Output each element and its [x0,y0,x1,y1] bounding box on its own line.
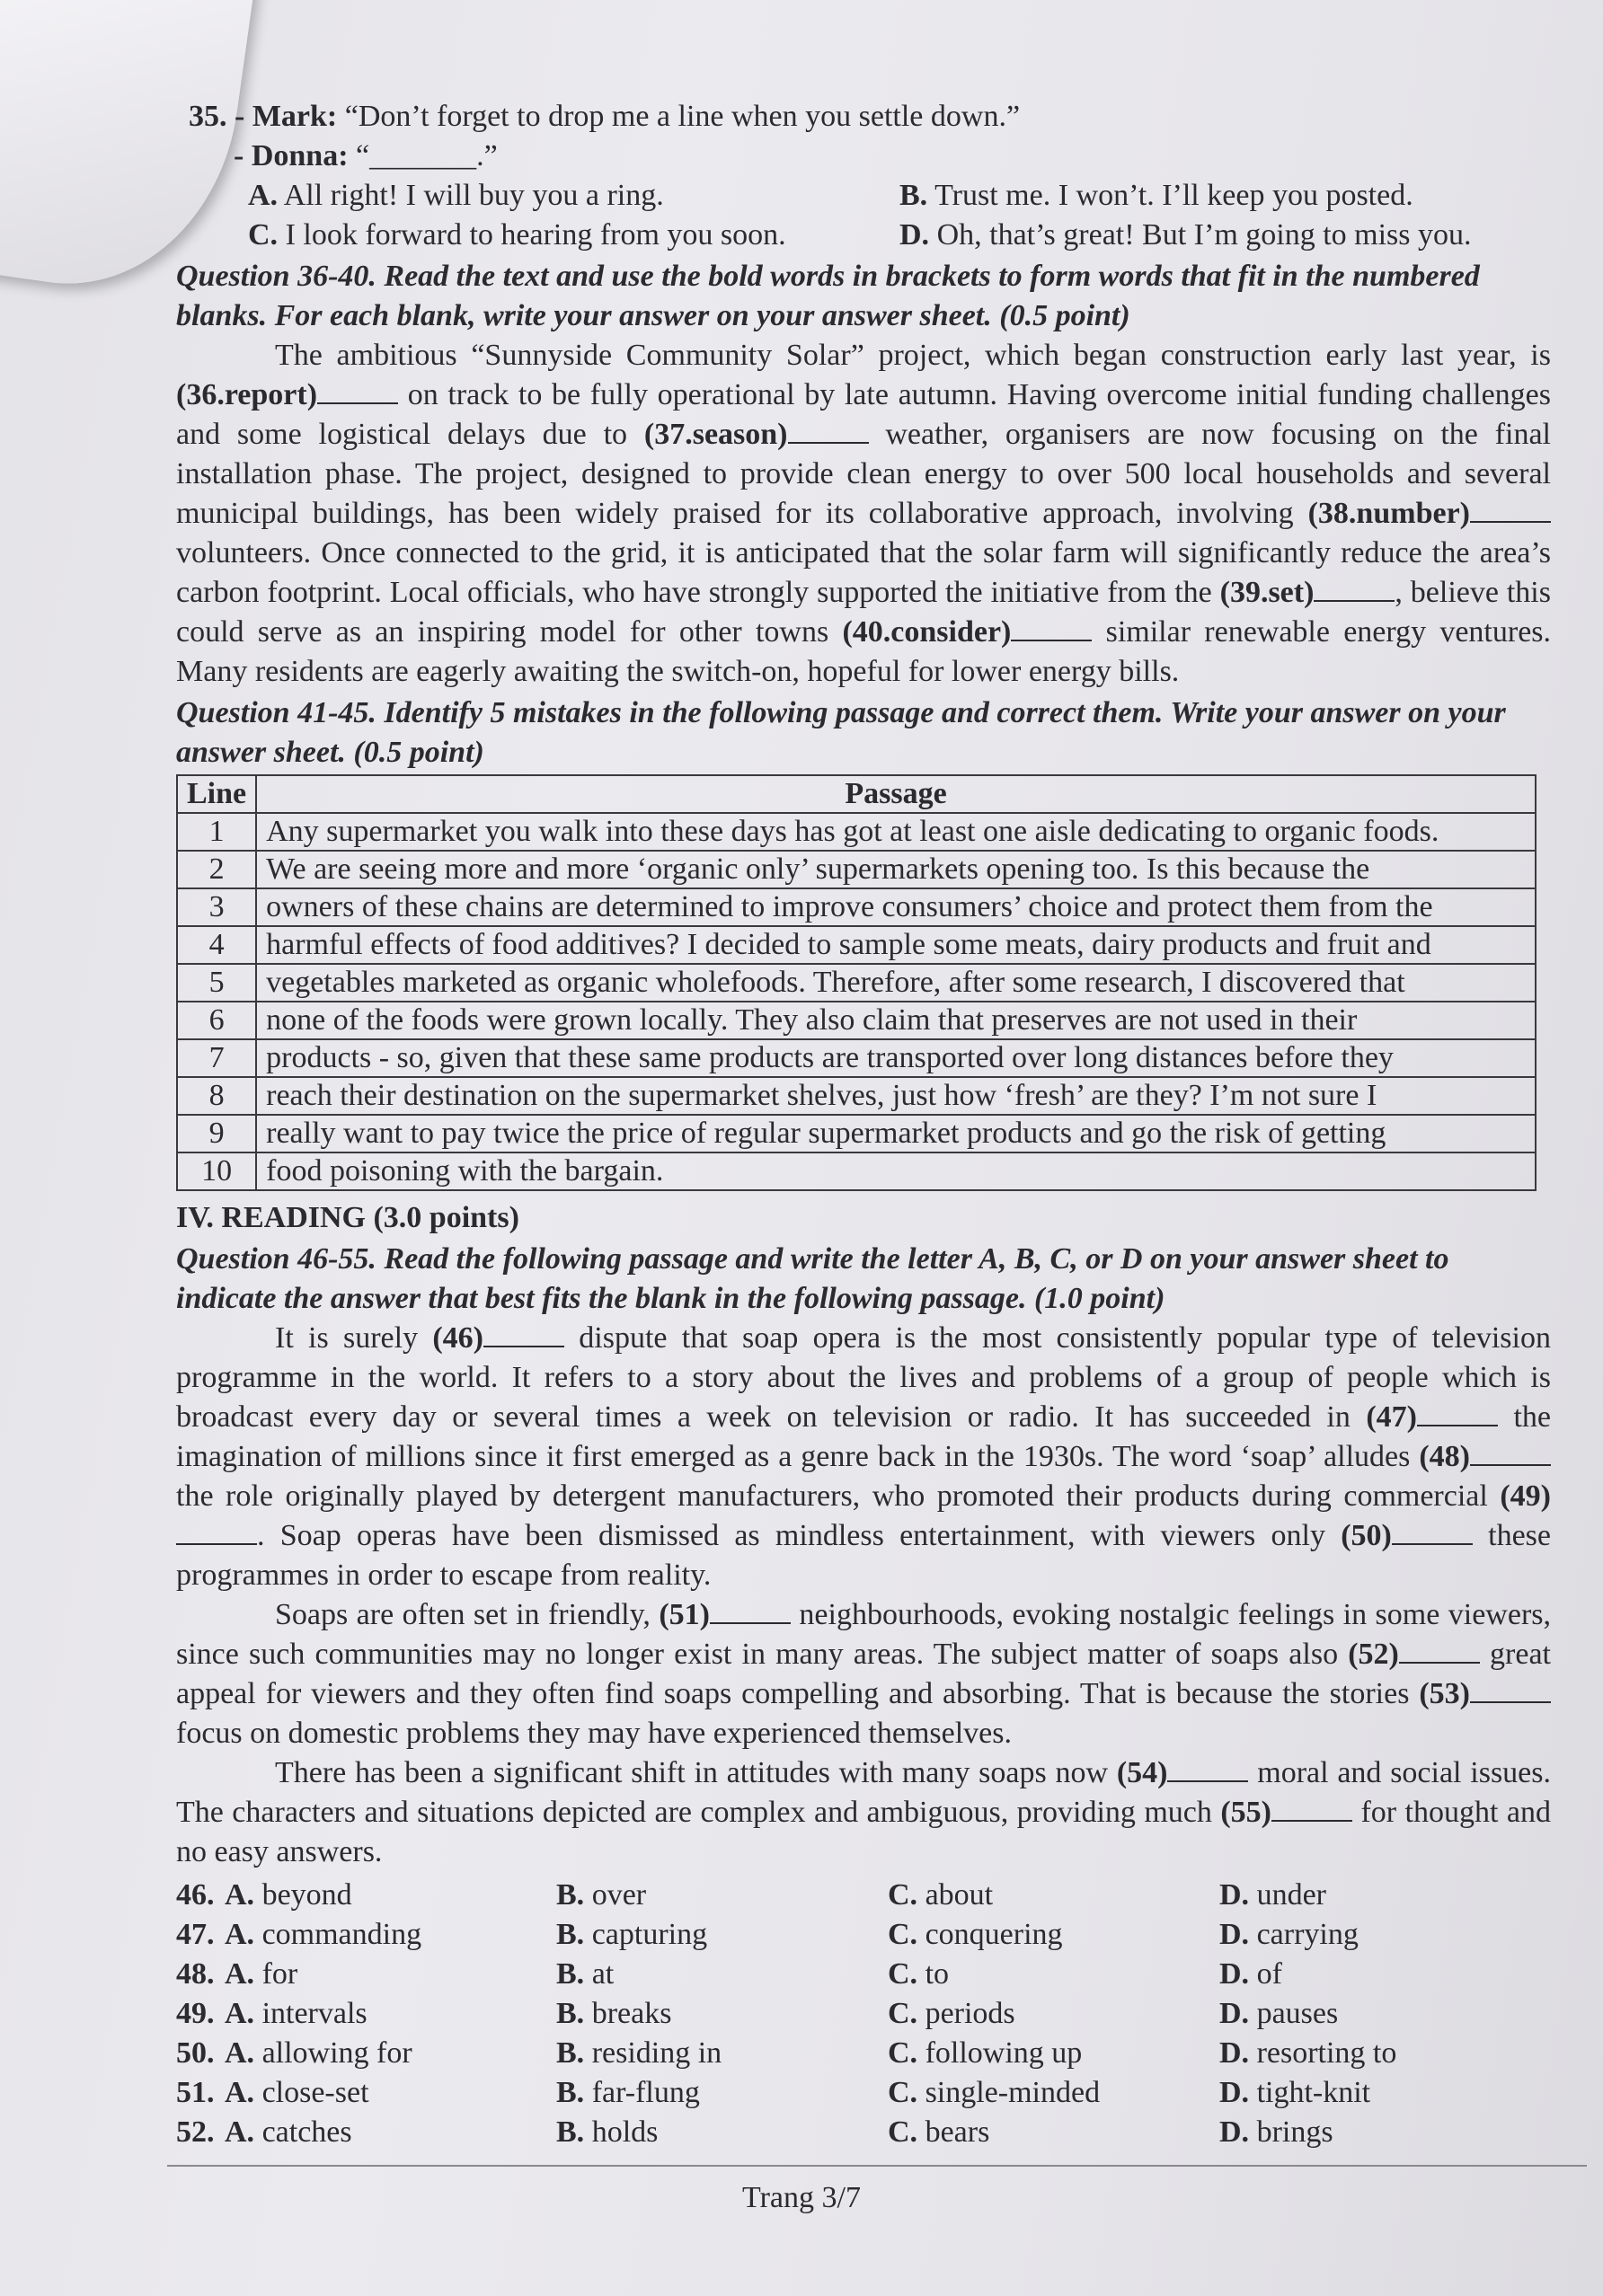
answer-option-d: D. tight-knit [1219,2076,1371,2109]
answer-option-d: D. resorting to [1219,2036,1397,2070]
column-line: Line [177,775,256,813]
option-a: A. All right! I will buy you a ring. [248,179,664,212]
answer-option-c: C. following up [888,2036,1083,2070]
reading-paragraph-3: There has been a significant shift in attitudes with many soaps now (54) moral and social issues. The characters and situations depicted are complex and ambiguous, providing much (55) for thought and no easy answers. [176,1753,1551,1872]
page-number: Trang 3/7 [742,2181,861,2214]
question-number: 35. [189,100,227,133]
word-formation-passage: The ambitious “Sunnyside Community Solar” project, which began construction early last year, is (36.report) on track to be fully operational by late autumn. Having overcome initial funding challenges and some logistical delays due to (37.season) weather, organisers are now focusing on the final installation phase. The project, designed to provide clean energy to over 500 local households and several municipal buildings, has been widely praised for its collaborative approach, involving (38.number) volunteers. Once connected to the grid, it is anticipated that the solar farm will significantly reduce the area’s carbon footprint. Local officials, who have strongly supported the initiative from the (39.set) , believe this could serve as an inspiring model for other towns (40.consider) similar renewable energy ventures. Many residents are eagerly awaiting the switch-on, hopeful for lower energy bills. [176,339,1552,688]
answer-option-b: B. over [556,1878,647,1912]
answer-option-b: B. far-flung [556,2076,700,2109]
speaker-donna: - Donna: [234,139,349,172]
line-number: 6 [177,1002,256,1039]
line-text: Any supermarket you walk into these days has got at least one aisle dedicating to organic foods. [256,813,1536,851]
line-text: products - so, given that these same products are transported over long distances before they [256,1039,1536,1077]
line-number: 8 [177,1077,256,1115]
answer-option-c: C. bears [888,2115,990,2149]
blank-37 [788,415,869,444]
line-text: really want to pay twice the price of regular supermarket products and go the risk of getting [256,1115,1536,1152]
table-row [177,1115,1536,1152]
line-text: food poisoning with the bargain. [256,1152,1536,1190]
table-row [177,813,1536,851]
answer-option-c: C. single-minded [888,2076,1101,2109]
answer-option-a: A. catches [225,2115,352,2149]
cue-38: (38.number) [1307,497,1470,530]
line-number: 7 [177,1039,256,1077]
blank-39 [1314,573,1395,602]
answer-row [176,1915,1551,1955]
line-text: owners of these chains are determined to improve consumers’ choice and protect them from the [256,888,1536,926]
donna-line: “_______.” [356,139,498,172]
answer-row [176,1994,1551,2034]
answer-option-c: C. about [888,1878,994,1912]
answer-option-c: C. conquering [888,1918,1063,1951]
reading-paragraph-1: It is surely (46) dispute that soap opera is the most consistently popular type of television programme in the world. It refers to a story about the lives and problems of a group of people which is broadcast every day or several times a week on television or radio. It has succeeded in (47) the imagination of millions since it first emerged as a genre back in the 1930s. The word ‘soap’ alludes (48) the role originally played by detergent manufacturers, who promoted their products during commercial (49). Soap operas have been dismissed as mindless entertainment, with viewers only (50) these programmes in order to escape from reality. [176,1319,1551,1595]
line-text: reach their destination on the supermarket shelves, just how ‘fresh’ are they? I’m not sure I [256,1077,1536,1115]
answer-number: 52. [176,2115,215,2149]
table-row [177,1152,1536,1190]
question-41-45-heading: Question 41-45. Identify 5 mistakes in the following passage and correct them. Write your answer on your answer sheet. (0.5 point) [176,696,1506,769]
answer-option-b: B. capturing [556,1918,708,1951]
cue-39: (39.set) [1219,576,1315,609]
answer-option-a: A. for [225,1957,298,1991]
answer-row [176,1955,1551,1994]
reading-section-title: IV. READING (3.0 points) [176,1201,519,1234]
line-text: We are seeing more and more ‘organic only’ supermarkets opening too. Is this because the [256,851,1536,888]
blank-40 [1011,613,1092,641]
answer-option-b: B. residing in [556,2036,722,2070]
answer-options [176,1876,1551,2152]
option-b: B. Trust me. I won’t. I’ll keep you posted. [899,179,1413,212]
answer-option-d: D. carrying [1219,1918,1359,1951]
line-number: 9 [177,1115,256,1152]
answer-row [176,1876,1551,1915]
line-number: 10 [177,1152,256,1190]
line-text: vegetables marketed as organic wholefoods. Therefore, after some research, I discovered that [256,964,1536,1002]
answer-row [176,2034,1551,2073]
blank-38 [1470,494,1551,523]
table-row [177,1002,1536,1039]
reading-paragraph-2: Soaps are often set in friendly, (51) neighbourhoods, evoking nostalgic feelings in some viewers, since such communities may no longer exist in many areas. The subject matter of soaps also (52) great appeal for viewers and they often find soaps compelling and absorbing. That is because the stories (53) focus on domestic problems they may have experienced themselves. [176,1595,1551,1753]
answer-number: 49. [176,1997,215,2030]
answer-option-a: A. beyond [225,1878,352,1912]
footer-divider [167,2165,1587,2167]
line-number: 1 [177,813,256,851]
line-number: 3 [177,888,256,926]
line-text: none of the foods were grown locally. They also claim that preserves are not used in their [256,1002,1536,1039]
answer-option-d: D. pauses [1219,1997,1339,2030]
line-text: harmful effects of food additives? I decided to sample some meats, dairy products and fruit and [256,926,1536,964]
line-number: 5 [177,964,256,1002]
question-36-40-heading: Question 36-40. Read the text and use the bold words in brackets to form words that fit in the numbered blanks. For each blank, write your answer on your answer sheet. (0.5 point) [176,260,1480,332]
answer-option-a: A. intervals [225,1997,368,2030]
error-passage-table [176,774,1537,1191]
table-row [177,1077,1536,1115]
line-number: 2 [177,851,256,888]
answer-option-d: D. of [1219,1957,1282,1991]
table-row [177,926,1536,964]
speaker-mark: - Mark: [235,100,338,133]
answer-option-c: C. periods [888,1997,1015,2030]
answer-option-a: A. commanding [225,1918,422,1951]
cue-37: (37.season) [643,418,788,451]
question-35 [189,97,1551,255]
table-row [177,888,1536,926]
answer-option-b: B. holds [556,2115,659,2149]
answer-number: 50. [176,2036,215,2070]
answer-option-b: B. breaks [556,1997,672,2030]
answer-number: 51. [176,2076,215,2109]
line-number: 4 [177,926,256,964]
answer-option-a: A. close-set [225,2076,369,2109]
answer-row [176,2073,1551,2113]
options-row [189,216,1551,255]
answer-option-a: A. allowing for [225,2036,412,2070]
column-passage: Passage [256,775,1536,813]
answer-option-d: D. brings [1219,2115,1333,2149]
table-row [177,1039,1536,1077]
answer-number: 48. [176,1957,215,1991]
blank-36 [317,375,398,404]
page-content [176,97,1551,2152]
cue-40: (40.consider) [842,615,1012,649]
table-row [177,851,1536,888]
answer-option-b: B. at [556,1957,615,1991]
options-row [189,176,1551,216]
answer-row [176,2113,1551,2152]
answer-number: 47. [176,1918,215,1951]
mark-line: “Don’t forget to drop me a line when you settle down.” [344,100,1021,133]
table-row [177,964,1536,1002]
answer-number: 46. [176,1878,215,1912]
question-46-55-heading: Question 46-55. Read the following passage and write the letter A, B, C, or D on your answer sheet to indicate the answer that best fits the blank in the following passage. (1.0 point) [176,1242,1449,1315]
option-c: C. I look forward to hearing from you soon. [248,218,786,252]
cue-36: (36.report) [176,378,318,411]
option-d: D. Oh, that’s great! But I’m going to miss you. [899,218,1472,252]
answer-option-c: C. to [888,1957,950,1991]
answer-option-d: D. under [1219,1878,1326,1912]
